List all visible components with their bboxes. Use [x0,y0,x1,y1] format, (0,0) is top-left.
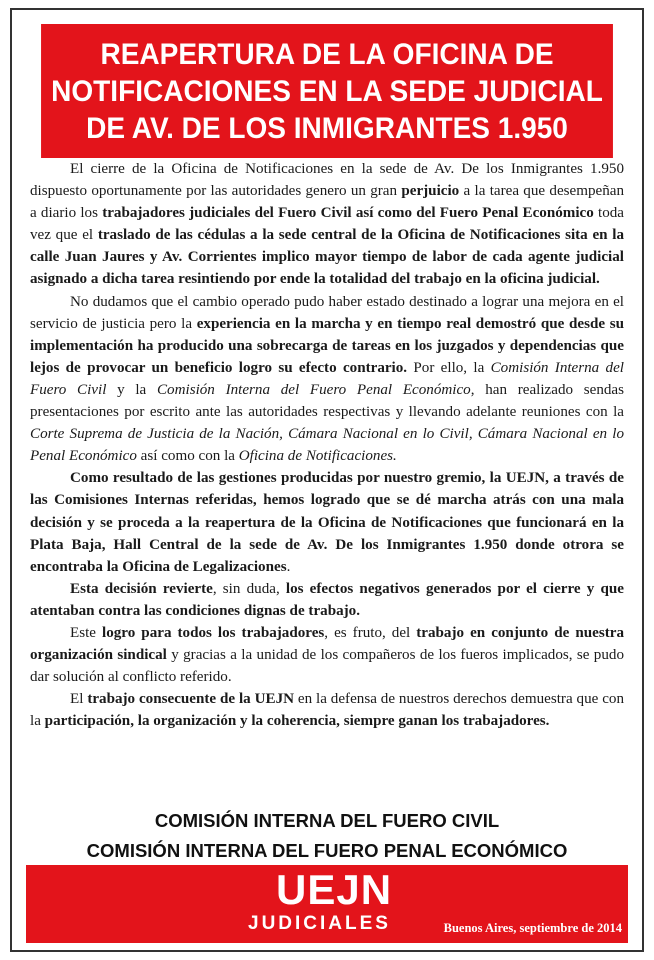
title-line-2: NOTIFICACIONES EN LA SEDE JUDICIAL [51,74,603,108]
text-run: trabajo en conjunto de nuestra organización sindical [30,624,624,664]
text-run: , han realizado sendas presentaciones por escrito ante las autoridades respectivas y llevando adelante reuniones con la [30,381,624,421]
text-run: , sin duda, [212,580,286,597]
signature-civil: COMISIÓN INTERNA DEL FUERO CIVIL [154,810,500,831]
text-run: en la defensa de nuestros derechos demuestra que con la [30,691,625,730]
text-run: así como con la [136,448,239,465]
uejn-logo-subtitle: JUDICIALES [248,913,391,934]
text-run: Corte Suprema de Justicia de la Nación, Cámara Nacional en lo Civil, Cámara Nacional en lo Penal Económico [30,426,624,465]
title-line-3: DE AV. DE LOS INMIGRANTES 1.950 [86,111,568,145]
text-run: , es fruto, del [324,624,417,641]
page-frame [10,8,644,952]
text-run: . [286,558,291,575]
signature-penal-economico: COMISIÓN INTERNA DEL FUERO PENAL ECONÓMICO [86,840,568,861]
text-run: logro para todos los trabajadores [102,624,325,641]
text-run: traslado de las cédulas a la sede central de la Oficina de Notificaciones sita en la calle Juan Jaures y Av. Corrientes implico mayor tiempo de labor de cada agente judicial asignado a dicha tarea resintiendo por ende la totalidad del trabajo en la oficina judicial. [30,227,624,288]
paragraph-4 [30,578,624,622]
footer-banner [26,865,628,943]
paragraph-1 [30,158,624,291]
text-run: trabajadores judiciales del Fuero Civil así como del Fuero Penal Económico [102,205,594,222]
text-run: y gracias a la unidad de los compañeros de los fueros implicados, se pudo dar solución al conflicto referido. [30,647,624,686]
text-run: experiencia en la marcha y en tiempo real demostró que desde su implementación ha producido una sobrecarga de tareas en los juzgados y dependencias que lejos de provocar un beneficio logro su efecto contrario. [30,315,625,376]
text-run: El [70,691,88,708]
text-run: Por ello, la [407,359,491,376]
text-run: Esta decisión revierte [70,580,213,597]
text-run: El cierre de la Oficina de Notificaciones en la sede de Av. De los Inmigrantes 1.950 dispuesto oportunamente por las autoridades genero un gran [30,161,624,200]
text-run: los efectos negativos generados por el cierre y que atentaban contra las condiciones dignas de trabajo. [30,580,624,619]
text-run: Oficina de Notificaciones. [238,448,397,465]
text-run: y la [106,381,157,398]
text-run: Comisión Interna del Fuero Penal Económico [156,381,471,398]
uejn-logo: UEJN [276,866,393,913]
text-run: Comisión Interna del Fuero Civil [30,359,624,398]
text-run: a la tarea que desempeñan a diario los [30,183,624,222]
text-run: perjuicio [401,183,460,200]
footer-date: Buenos Aires, septiembre de 2014 [443,921,622,935]
text-run: toda vez que el [30,205,625,244]
paragraph-3 [30,467,624,577]
text-run: Este [70,624,103,641]
paragraph-6 [30,688,624,732]
text-run: Como resultado de las gestiones producidas por nuestro gremio, la UEJN, a través de las Comisiones Internas referidas, hemos logrado que se dé marcha atrás con una mala decisión y se proceda a la reapertura de la Oficina de Notificaciones que funcionará en la Plata Baja, Hall Central de la sede de Av. De los Inmigrantes 1.950 donde otrora se encontraba la Oficina de Legalizaciones [30,470,624,575]
text-run: trabajo consecuente de la UEJN [87,691,295,708]
paragraph-5 [30,622,624,688]
paragraph-2 [30,291,624,468]
text-run: No dudamos que el cambio operado pudo haber estado destinado a lograr una mejora en el servicio de justicia pero la [30,293,624,332]
signatures [26,806,628,866]
text-run: participación, la organización y la coherencia, siempre ganan los trabajadores. [44,713,550,730]
title-line-1: REAPERTURA DE LA OFICINA DE [100,37,554,71]
title-banner [41,24,613,158]
body-text [30,158,624,732]
